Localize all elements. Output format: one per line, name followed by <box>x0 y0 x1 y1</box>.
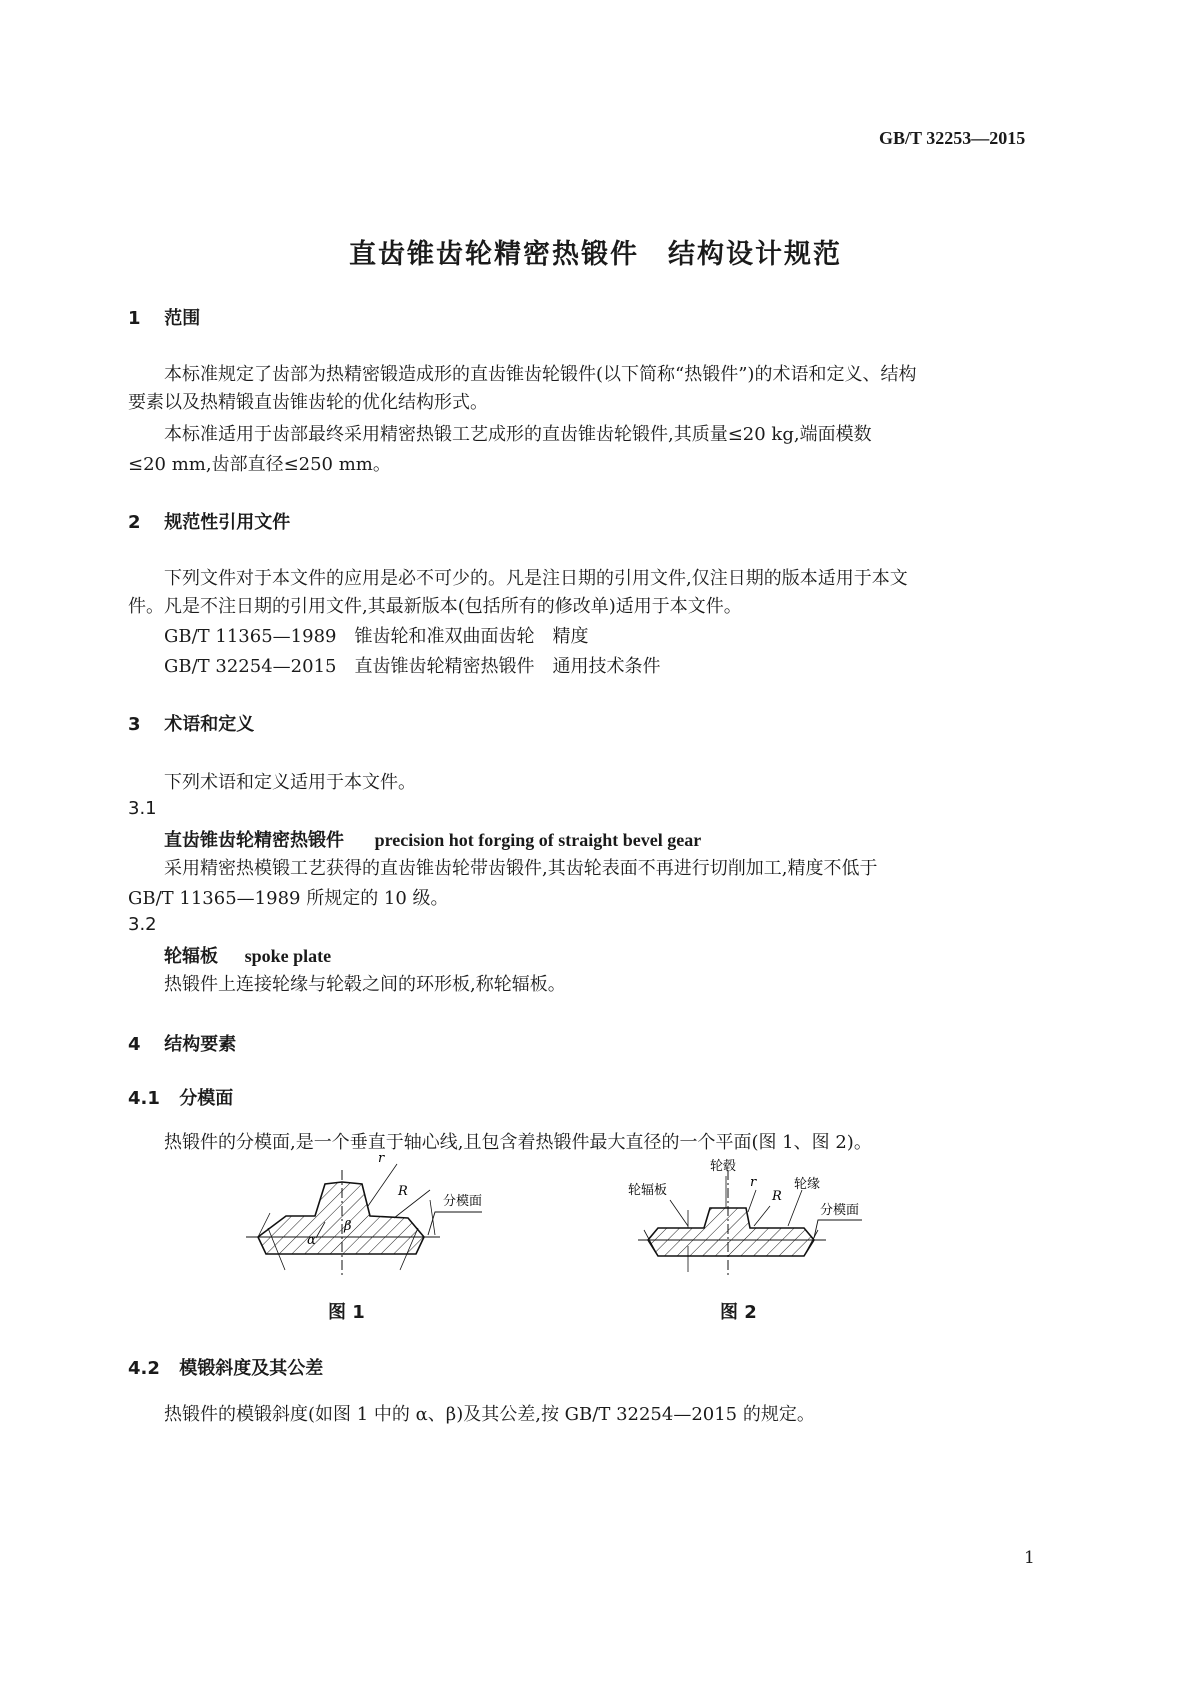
standard-code-text: GB/T 32253—2015 <box>879 128 1026 148</box>
figure-2-caption: 图 2 <box>720 1302 757 1323</box>
figure-label: α <box>307 1233 316 1248</box>
term-chinese: 直齿锥齿轮精密热锻件 <box>164 830 344 851</box>
section-title: 分模面 <box>179 1088 234 1109</box>
term-3-1 <box>164 826 701 852</box>
paragraph-line: 本标准适用于齿部最终采用精密热锻工艺成形的直齿锥齿轮锻件,其质量≤20 kg,端面模数 <box>164 424 872 445</box>
section-title: 范围 <box>164 308 201 329</box>
figure-1-drawing <box>230 1150 510 1300</box>
section-1-heading <box>128 304 200 330</box>
term-chinese: 轮辐板 <box>164 946 218 967</box>
figure-label: R <box>772 1189 782 1204</box>
paragraph-line: 下列文件对于本文件的应用是必不可少的。凡是注日期的引用文件,仅注日期的版本适用于本文 <box>164 568 908 589</box>
figure-label: β <box>344 1219 352 1234</box>
figure-label: R <box>398 1184 408 1199</box>
paragraph-line: 采用精密热模锻工艺获得的直齿锥齿轮带齿锻件,其齿轮表面不再进行切削加工,精度不低于 <box>164 858 878 879</box>
term-3-2 <box>164 942 331 968</box>
section-number: 4.2 <box>128 1358 160 1379</box>
figure-label: r <box>378 1151 385 1166</box>
paragraph-line: 热锻件上连接轮缘与轮毂之间的环形板,称轮辐板。 <box>164 974 566 995</box>
figure-2-drawing <box>630 1150 880 1300</box>
section-3-heading <box>128 710 254 736</box>
term-english: spoke plate <box>244 946 332 966</box>
paragraph-line: GB/T 11365—1989 所规定的 10 级。 <box>128 888 449 909</box>
paragraph-line: 件。凡是不注日期的引用文件,其最新版本(包括所有的修改单)适用于本文件。 <box>128 596 742 617</box>
term-number: 3.1 <box>128 798 157 819</box>
page-number: 1 <box>1024 1548 1035 1568</box>
section-title: 术语和定义 <box>164 714 255 735</box>
section-number: 3 <box>128 714 141 735</box>
figure-1-caption: 图 1 <box>328 1302 365 1323</box>
section-4-2-heading <box>128 1354 323 1380</box>
page-title: 直齿锥齿轮精密热锻件 结构设计规范 <box>349 239 842 270</box>
reference-item: GB/T 11365—1989 锥齿轮和准双曲面齿轮 精度 <box>164 626 589 647</box>
paragraph-line: 下列术语和定义适用于本文件。 <box>164 772 416 793</box>
section-title: 模锻斜度及其公差 <box>179 1358 324 1379</box>
section-number: 4 <box>128 1034 141 1055</box>
figure-label: 分模面 <box>820 1203 860 1218</box>
standard-code <box>879 128 1025 149</box>
paragraph-line: 热锻件的模锻斜度(如图 1 中的 α、β)及其公差,按 GB/T 32254—2015 的规定。 <box>164 1404 815 1425</box>
paragraph-line: 热锻件的分模面,是一个垂直于轴心线,且包含着热锻件最大直径的一个平面(图 1、图 2)。 <box>164 1132 872 1153</box>
paragraph-line: 要素以及热精锻直齿锥齿轮的优化结构形式。 <box>128 392 488 413</box>
section-number: 1 <box>128 308 141 329</box>
figure-label: r <box>750 1175 757 1190</box>
paragraph-line: ≤20 mm,齿部直径≤250 mm。 <box>128 454 391 475</box>
figure-label: 轮毂 <box>710 1159 737 1174</box>
section-4-heading <box>128 1030 236 1056</box>
term-english: precision hot forging of straight bevel gear <box>374 830 702 850</box>
section-title: 规范性引用文件 <box>164 512 291 533</box>
section-title: 结构要素 <box>164 1034 237 1055</box>
reference-item: GB/T 32254—2015 直齿锥齿轮精密热锻件 通用技术条件 <box>164 656 661 677</box>
section-2-heading <box>128 508 290 534</box>
figure-label: 分模面 <box>443 1194 483 1209</box>
figure-label: 轮缘 <box>794 1177 821 1192</box>
paragraph-line: 本标准规定了齿部为热精密锻造成形的直齿锥齿轮锻件(以下简称“热锻件”)的术语和定义、结构 <box>164 364 917 385</box>
section-number: 2 <box>128 512 141 533</box>
section-number: 4.1 <box>128 1088 160 1109</box>
section-4-1-heading <box>128 1084 233 1110</box>
term-number: 3.2 <box>128 914 157 935</box>
figure-label: 轮辐板 <box>628 1183 668 1198</box>
